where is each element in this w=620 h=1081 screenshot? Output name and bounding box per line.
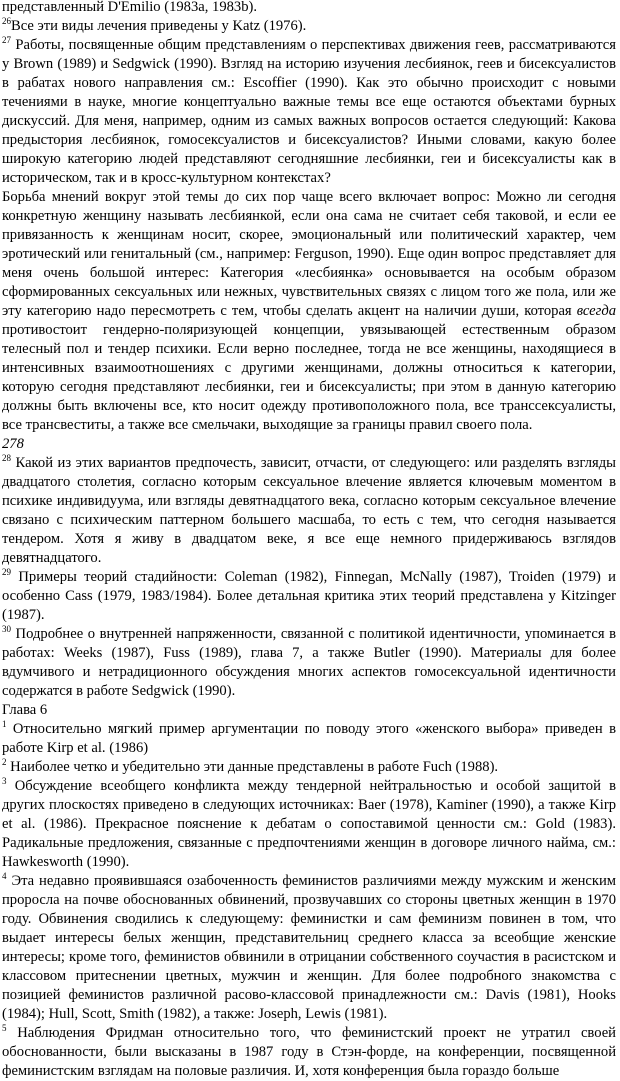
text-line-continuation: представленный D'Emilio (1983a, 1983b). <box>2 0 258 15</box>
footnote-28: $^{28}$ Какой из этих вариантов предпочесть, зависит, отчасти, от следующего: или разделять взгляды двадцатого столетия, согласно которым сексуальное влечение является ключевым моментом в психике индивидуума, или взгляды девятнадцатого века, согласно которым сексуальное влечение связано с психическим паттерном большего масшаба, то есть с тем, что сегодня называется тендером. Хотя я живу в двадцатом веке, я все еще немного придерживаюсь взглядов девятнадцатого. <box>2 453 616 566</box>
paragraph-debate: Борьба мнений вокруг этой темы до сих пор чаще всего включает вопрос: Можно ли сегодня конкретную женщину называть лесбиянкой, если она сама не считает себя таковой, и если ее привязанность к женщинам носит, скорее, эмоциональный или политический характер, чем эротический или генитальный (см., например: Ferguson, 1990). Еще один вопрос представляет для меня очень большой интерес: Категория «лесбиянка» основывается на особым образом сформированных сексуальных или нежных, чувствительных связях с лицом того же пола, или же эту категорию надо пересмотреть с тем, чтобы сделать акцент на наличии души, которая всегда противостоит гендерно-поляризующей концепции, увязывающей естественным образом телесный пол и тендер психики. Если верно последнее, тогда не все женщины, находящиеся в интенсивных взаимоотношениях с другими женщинами, должны относиться к категории, которую сегодня представляют лесбиянки, геи и бисексуалисты; при этом в данную категорию должны быть включены все, кто носит одежду противоположного пола, все транссексуалисты, все трансвеститы, а также все смельчаки, выходящие за границы правил своего пола. <box>2 189 616 433</box>
emphasis-word: всегда <box>576 303 616 319</box>
footnote-number: 29 <box>2 567 11 578</box>
footnote-30: $^{30}$ Подробнее о внутренней напряженности, связанной с политикой идентичности, упоминается в работах: Weeks (1987), Fuss (1989), глава 7, а также Butler (1990). Материалы для более вдумчивого и нетрадиционного обсуждения многих аспектов гомосексуальной идентичности содержатся в работе Sedgwick (1990). <box>2 624 616 699</box>
footnote-number: 4 <box>2 871 7 882</box>
footnote-26: $^{26}$Все эти виды лечения приведены у Katz (1976). <box>2 16 307 34</box>
chapter-heading: Глава 6 <box>2 702 48 718</box>
footnote-ch6-3: $^3$ Обсуждение всеобщего конфликта между тендерной нейтральностью и особой защитой в других плоскостях приведено в следующих источниках: Baer (1978), Kaminer (1990), а также Kirp et al. (1986). Прекрасное пояснение к дебатам о сопоставимой ценности см.: Gold (1983). Радикальные предложения, связанные с предпочтениями женщин в договоре личного найма, см.: Hawkesworth (1990). <box>2 776 616 870</box>
footnote-number: 5 <box>2 1023 7 1034</box>
footnote-number: 27 <box>2 35 11 46</box>
footnote-29: $^{29}$ Примеры теорий стадийности: Coleman (1982), Finnegan, McNally (1987), Troiden (1979) и особенно Cass (1979, 1983/1984). Более детальная критика этих теорий представлена у Kitzinger (1987). <box>2 567 616 623</box>
footnote-number: 3 <box>2 776 7 787</box>
footnote-ch6-5: $^5$ Наблюдения Фридман относительно того, что феминистский проект не утратил своей обоснованности, были высказаны в 1987 году в Стэн-форде, на конференции, посвященной феминистским взглядам на половые различия. И, хотя конференция была гораздо больше <box>2 1023 616 1079</box>
footnote-number: 2 <box>2 757 7 768</box>
footnote-27: $^{27}$ Работы, посвященные общим представлениям о перспективах движения геев, рассматриваются у Brown (1989) и Sedgwick (1990). Взгляд на историю изучения лесбиянок, геев и бисексуалистов в рабатах нового направления см.: Escoffier (1990). Как это обычно происходит с новыми течениями в науке, многие концептуально важные темы все еще остаются объектами бурных дискуссий. Для меня, например, одним из самых важных вопросов остается следующий: Какова предыстория лесбиянок, гомосексуалистов и бисексуалистов? Иными словами, какую более широкую категорию людей представляют сегодняшние лесбиянки, геи и бисексуалисты как в историческом, так и в кросс-культурном контекстах? <box>2 35 616 186</box>
footnote-number: 30 <box>2 624 11 635</box>
footnote-ch6-2: $^2$ Наиболее четко и убедительно эти данные представлены в работе Fuch (1988). <box>2 757 499 775</box>
page-number: 278 <box>2 436 24 452</box>
footnote-number: 26 <box>2 16 11 27</box>
footnote-number: 1 <box>2 719 7 730</box>
footnote-ch6-4: $^4$ Эта недавно проявившаяся озабоченность феминистов различиями между мужским и женским проросла на почве обоснованных обвинений, прозвучавших со стороны цветных женщин в 1970 году. Обвинения сводились к следующему: феминистки и сам феминизм повинен в том, что выдает интересы белых женщин, представительниц среднего класса за всеобщие женские интересы; кроме того, феминистов обвинили в отрицании собственного соучастия в расистском и классовом притеснении цветных, мужчин и женщин. Для более подробного знакомства с позицией феминистов различной расово-классовой принадлежности см.: Davis (1981), Hooks (1984); Hull, Scott, Smith (1982), а также: Joseph, Lewis (1981). <box>2 871 616 1022</box>
footnote-ch6-1: $^1$ Относительно мягкий пример аргументации по поводу этого «женского выбора» приведен в работе Kirp et al. (1986) <box>2 719 616 756</box>
document-text <box>2 0 616 1081</box>
footnote-number: 28 <box>2 453 11 464</box>
